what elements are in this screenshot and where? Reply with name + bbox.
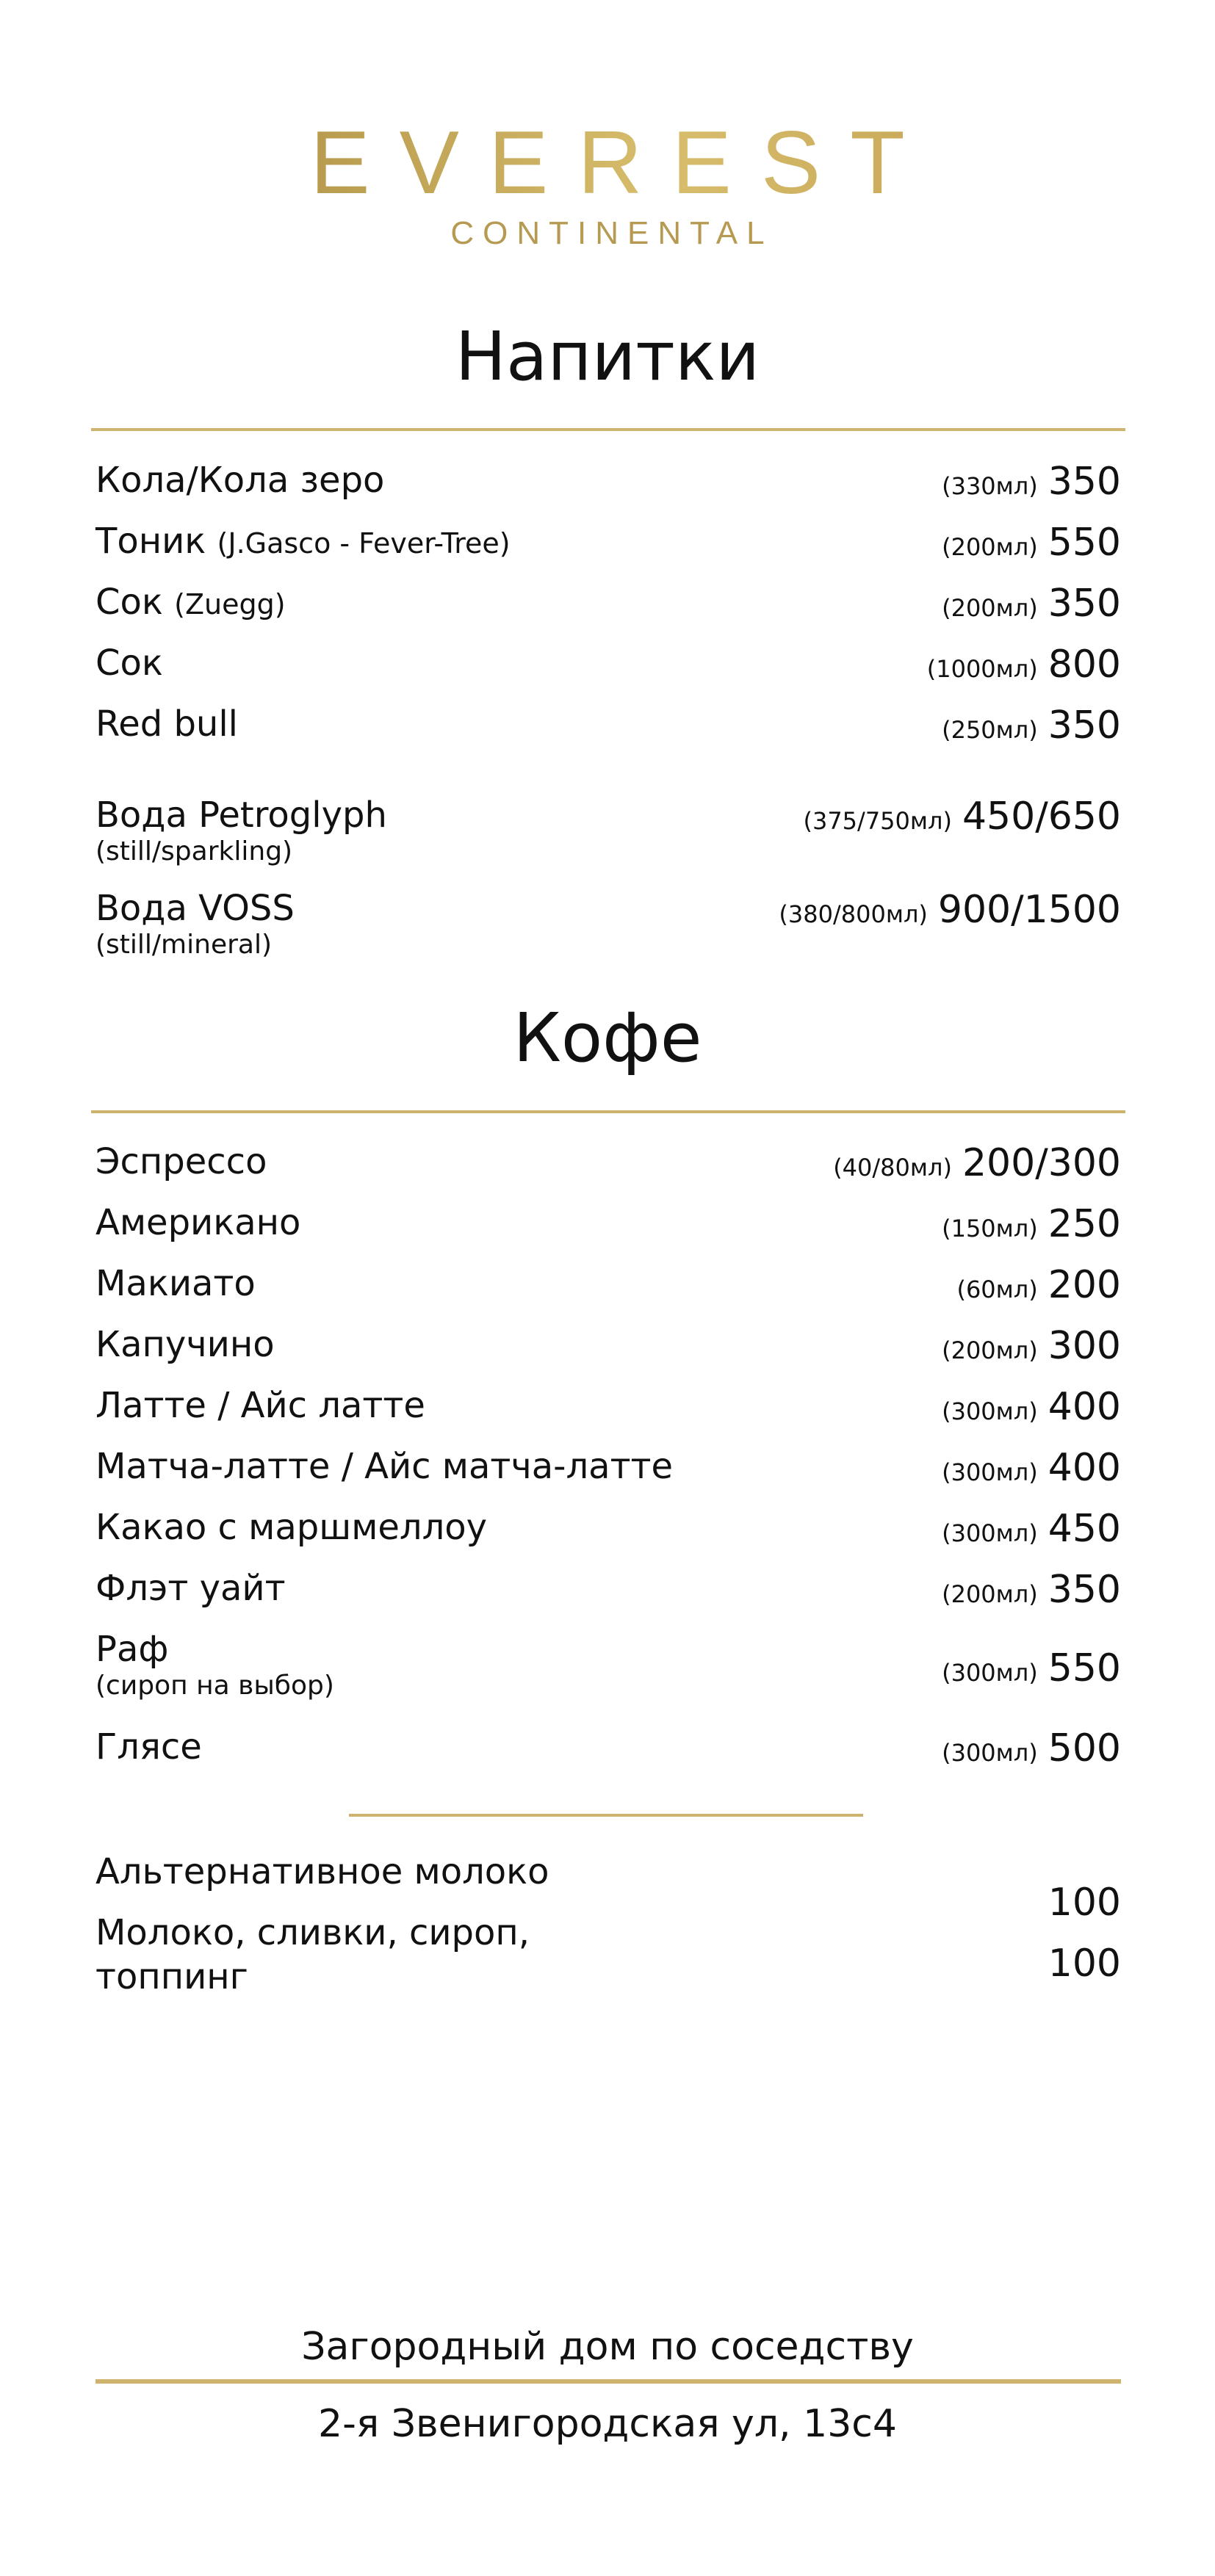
item-name: Сок [95, 643, 163, 684]
section-title-drinks: Напитки [455, 317, 760, 396]
item-price: 550 [1048, 521, 1121, 565]
item-volume: (200мл) [942, 1580, 1038, 1608]
item-price: 550 [1048, 1646, 1121, 1690]
item-volume: (300мл) [942, 1739, 1038, 1767]
item-subnote: (still/sparkling) [95, 836, 293, 866]
item-price: 400 [1048, 1446, 1121, 1490]
item-price: 900/1500 [937, 888, 1121, 932]
item-price: 200/300 [962, 1141, 1121, 1185]
item-name: Латте / Айс латте [95, 1385, 425, 1426]
footer-address: 2-я Звенигородская ул, 13с4 [318, 2402, 897, 2446]
item-name: Тоник [95, 521, 206, 562]
item-volume: (300мл) [942, 1397, 1038, 1425]
item-volume: (300мл) [942, 1519, 1038, 1547]
item-name: Кола/Кола зеро [95, 460, 385, 501]
item-price: 800 [1048, 643, 1121, 687]
menu-item [95, 1324, 1121, 1368]
footer-venue: Загородный дом по соседству [301, 2325, 914, 2369]
logo-wordmark: EVEREST [0, 117, 1215, 207]
item-name: Макиато [95, 1263, 256, 1304]
item-price: 450/650 [962, 795, 1121, 839]
extra-name-line2: топпинг [95, 1956, 248, 1997]
footer-divider [95, 2379, 1121, 2384]
item-price: 450 [1048, 1507, 1121, 1551]
item-volume: (60мл) [956, 1276, 1038, 1303]
item-volume: (380/800мл) [779, 900, 928, 928]
item-price: 350 [1048, 1568, 1121, 1612]
item-name: Эспрессо [95, 1141, 267, 1182]
item-price: 350 [1048, 460, 1121, 504]
logo-subtitle: CONTINENTAL [450, 215, 774, 251]
item-volume: (300мл) [942, 1458, 1038, 1486]
item-price: 350 [1048, 582, 1121, 626]
item-volume: (250мл) [942, 716, 1038, 744]
item-volume: (1000мл) [926, 655, 1038, 683]
item-volume: (200мл) [942, 1336, 1038, 1364]
item-price: 400 [1048, 1385, 1121, 1429]
menu-item [95, 888, 1121, 960]
item-volume: (330мл) [942, 472, 1038, 500]
extra-item [95, 1851, 1121, 1925]
menu-item [95, 1726, 1121, 1770]
menu-item [95, 460, 1121, 504]
menu-item [95, 703, 1121, 748]
item-price: 350 [1048, 703, 1121, 748]
item-name: Матча-латте / Айс матча-латте [95, 1446, 674, 1487]
item-price: 250 [1048, 1202, 1121, 1246]
section-title-coffee: Кофе [513, 999, 702, 1077]
brand-logo [0, 112, 1215, 251]
item-subnote: (сироп на выбор) [95, 1671, 334, 1701]
item-volume: (40/80мл) [833, 1154, 952, 1182]
item-price: 200 [1048, 1263, 1121, 1307]
divider-extras [349, 1814, 863, 1817]
item-volume: (200мл) [942, 533, 1038, 561]
divider-drinks [91, 428, 1125, 431]
item-price: 500 [1048, 1726, 1121, 1770]
menu-item [95, 643, 1121, 687]
item-name: Какао с маршмеллоу [95, 1507, 488, 1548]
menu-item [95, 1202, 1121, 1246]
item-name: Капучино [95, 1324, 275, 1365]
menu-item [95, 1141, 1121, 1185]
item-name: Раф [95, 1629, 169, 1670]
item-name: Сок [95, 582, 163, 623]
item-name: Флэт уайт [95, 1568, 286, 1609]
menu-item [95, 1568, 1121, 1612]
menu-item [95, 1385, 1121, 1429]
extra-name-line1: Молоко, сливки, сироп, [95, 1912, 530, 1953]
item-name: Американо [95, 1202, 301, 1243]
menu-item [95, 1629, 1121, 1701]
menu-item [95, 1507, 1121, 1551]
menu-item [95, 1446, 1121, 1490]
item-volume: (150мл) [942, 1215, 1038, 1242]
extra-item [95, 1912, 1121, 1997]
item-volume: (200мл) [942, 594, 1038, 622]
menu-item [95, 521, 1121, 565]
item-name: Вода Petroglyph [95, 795, 387, 836]
extra-name: Альтернативное молоко [95, 1851, 549, 1892]
item-volume: (375/750мл) [803, 807, 952, 835]
item-note: (J.Gasco - Fever-Tree) [217, 527, 511, 560]
item-subnote: (still/mineral) [95, 930, 272, 960]
item-name: Глясе [95, 1726, 202, 1768]
divider-coffee [91, 1110, 1125, 1113]
menu-item [95, 1263, 1121, 1307]
item-name: Red bull [95, 703, 239, 745]
item-price: 300 [1048, 1324, 1121, 1368]
extra-price: 100 [1048, 1881, 1121, 1925]
item-volume: (300мл) [942, 1659, 1038, 1687]
item-note: (Zuegg) [174, 588, 286, 621]
menu-item [95, 582, 1121, 626]
item-name: Вода VOSS [95, 888, 295, 929]
menu-item [95, 797, 1121, 865]
extra-price: 100 [1048, 1942, 1121, 1986]
